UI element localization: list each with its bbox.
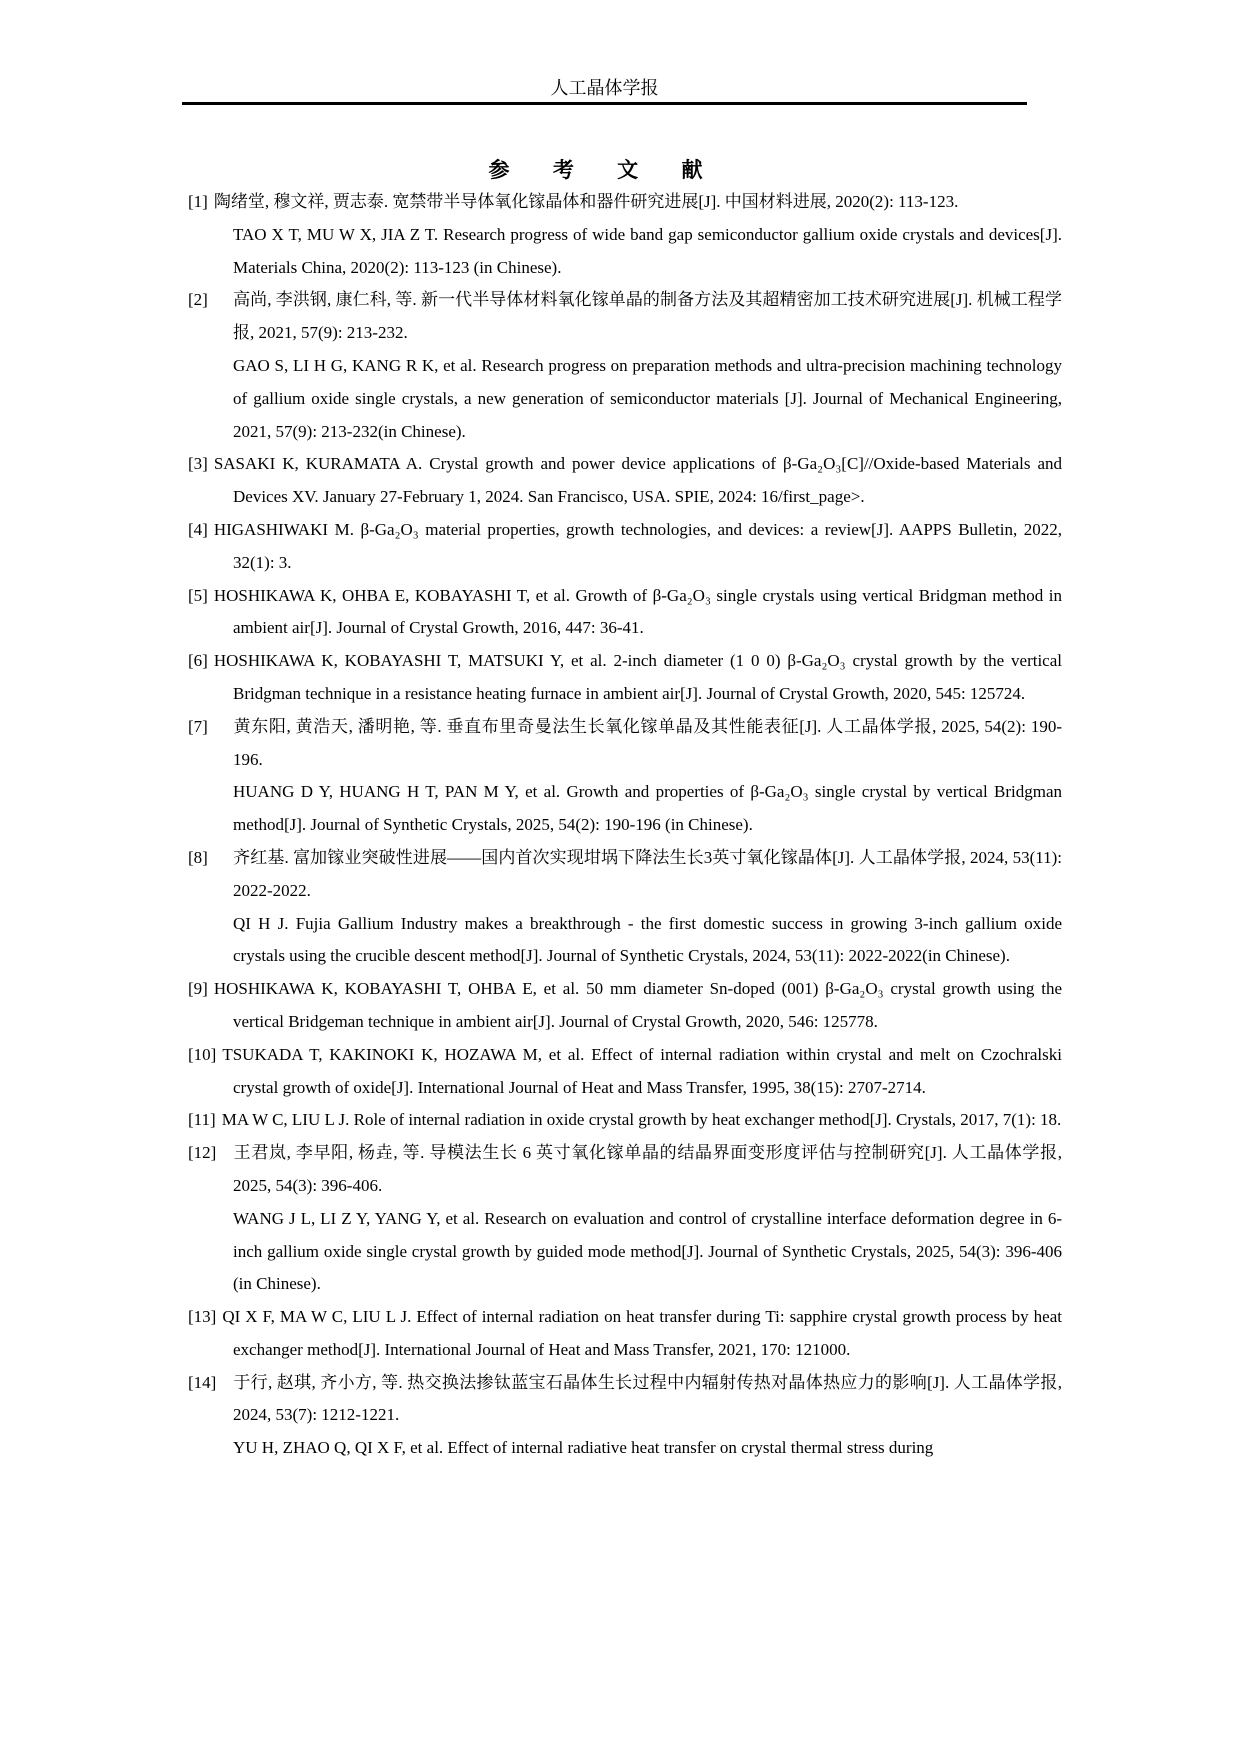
reference-number: [2] [188,290,208,310]
reference-item [188,973,1062,1039]
reference-body: TSUKADA T, KAKINOKI K, HOZAWA M, et al. Effect of internal radiation within crystal and melt on Czochralski crystal growth of oxide[J]. International Journal of Heat and Mass Transfer, 1995, 38(15): 2707-2714. [222,1044,1062,1097]
running-head: 人工晶体学报 [550,78,659,99]
reference-text [188,973,1062,1039]
reference-text [188,186,1062,219]
reference-text [188,645,1062,711]
reference-text [188,284,1062,350]
reference-translation [188,350,1062,448]
reference-number: [5] [188,585,208,605]
reference-body: HOSHIKAWA K, KOBAYASHI T, OHBA E, et al. 50 mm diameter Sn-doped (001) β-Ga₂O₃ crystal growth using the vertical Bridgeman technique in ambient air[J]. Journal of Crystal Growth, 2020, 546: 125778. [213,979,1062,1031]
reference-number: [10] [188,1044,217,1064]
reference-body: 陶绪堂, 穆文祥, 贾志泰. 宽禁带半导体氧化镓晶体和器件研究进展[J]. 中国材料进展, 2020(2): 113-123. [213,192,959,211]
reference-text [188,1301,1062,1367]
reference-item [188,514,1062,580]
reference-text [188,1137,1062,1203]
reference-body: HUANG D Y, HUANG H T, PAN M Y, et al. Growth and properties of β-Ga₂O₃ single crystal by vertical Bridgman method[J]. Journal of Synthetic Crystals, 2025, 54(2): 190-196 (in Chinese). [233,782,1062,835]
reference-body: SASAKI K, KURAMATA A. Crystal growth and power device applications of β-Ga₂O₃[C]//Oxide-based Materials and Devices XV. January 27-February 1, 2024. San Francisco, USA. SPIE, 2024: 16/first_page>. [213,454,1062,507]
reference-number: [3] [188,454,208,474]
reference-number: [13] [188,1307,217,1327]
reference-body: TAO X T, MU W X, JIA Z T. Research progress of wide band gap semiconductor gallium oxide crystals and devices[J]. Materials China, 2020(2): 113-123 (in Chinese). [233,224,1062,277]
reference-item [188,580,1062,646]
reference-translation [188,1432,1062,1465]
reference-body: GAO S, LI H G, KANG R K, et al. Research progress on preparation methods and ultra-precision machining technology of gallium oxide single crystals, a new generation of semiconductor materials [J]. Journal of Mechanical Engineering, 2021, 57(9): 213-232(in Chinese). [233,355,1062,441]
section-title: 参 考 文 献 [488,158,721,182]
reference-body: 王君岚, 李早阳, 杨垚, 等. 导模法生长 6 英寸氧化镓单晶的结晶界面变形度评估与控制研究[J]. 人工晶体学报, 2025, 54(3): 396-406. [233,1143,1062,1195]
reference-text [188,1104,1062,1137]
reference-translation [188,219,1062,285]
reference-text [188,514,1062,580]
reference-item [188,711,1062,842]
reference-body: 高尚, 李洪钢, 康仁科, 等. 新一代半导体材料氧化镓单晶的制备方法及其超精密加工技术研究进展[J]. 机械工程学报, 2021, 57(9): 213-232. [233,290,1062,343]
reference-number: [9] [188,979,208,999]
reference-body: 黄东阳, 黄浩天, 潘明艳, 等. 垂直布里奇曼法生长氧化镓单晶及其性能表征[J]. 人工晶体学报, 2025, 54(2): 190-196. [233,716,1062,769]
reference-translation [188,776,1062,842]
reference-number: [11] [188,1110,216,1130]
reference-item [188,645,1062,711]
reference-translation [188,1203,1062,1301]
reference-item [188,1039,1062,1105]
reference-text [188,1039,1062,1105]
reference-body: YU H, ZHAO Q, QI X F, et al. Effect of internal radiative heat transfer on crystal thermal stress during [233,1438,934,1458]
reference-list [188,186,1062,1465]
reference-item [188,448,1062,514]
reference-body: QI H J. Fujia Gallium Industry makes a breakthrough - the first domestic success in growing 3-inch gallium oxide crystals using the crucible descent method[J]. Journal of Synthetic Crystals, 2024, 53(11): 2022-2022(in Chinese). [233,913,1062,966]
reference-text [188,448,1062,514]
reference-text [188,842,1062,908]
reference-item [188,284,1062,448]
reference-item [188,1301,1062,1367]
reference-item [188,186,1062,284]
reference-body: WANG J L, LI Z Y, YANG Y, et al. Research on evaluation and control of crystalline interface deformation degree in 6-inch gallium oxide single crystal growth by guided mode method[J]. Journal of Synthetic Crystals, 2025, 54(3): 396-406 (in Chinese). [233,1208,1062,1294]
reference-text [188,1367,1062,1433]
reference-text [188,580,1062,646]
reference-number: [14] [188,1372,217,1392]
reference-item [188,842,1062,973]
reference-body: QI X F, MA W C, LIU L J. Effect of internal radiation on heat transfer during Ti: sapphire crystal growth process by heat exchanger method[J]. International Journal of Heat and Mass Transfer, 2021, 170: 121000. [222,1307,1062,1359]
header-rule [182,102,1027,105]
reference-item [188,1137,1062,1301]
reference-body: HOSHIKAWA K, KOBAYASHI T, MATSUKI Y, et al. 2-inch diameter (1 0 0) β-Ga₂O₃ crystal growth by the vertical Bridgman technique in a resistance heating furnace in ambient air[J]. Journal of Crystal Growth, 2020, 545: 125724. [213,651,1062,703]
reference-body: 于行, 赵琪, 齐小方, 等. 热交换法掺钛蓝宝石晶体生长过程中内辐射传热对晶体热应力的影响[J]. 人工晶体学报, 2024, 53(7): 1212-1221. [233,1372,1062,1425]
reference-body: 齐红基. 富加镓业突破性进展——国内首次实现坩埚下降法生长3英寸氧化镓晶体[J]. 人工晶体学报, 2024, 53(11): 2022-2022. [233,847,1062,900]
reference-number: [1] [188,192,208,211]
reference-body: MA W C, LIU L J. Role of internal radiation in oxide crystal growth by heat exchanger method[J]. Crystals, 2017, 7(1): 18. [221,1110,1062,1130]
reference-item [188,1104,1062,1137]
reference-number: [8] [188,847,208,867]
reference-body: HOSHIKAWA K, OHBA E, KOBAYASHI T, et al. Growth of β-Ga₂O₃ single crystals using vertical Bridgman method in ambient air[J]. Journal of Crystal Growth, 2016, 447: 36-41. [213,585,1062,638]
reference-item [188,1367,1062,1465]
reference-number: [6] [188,651,208,671]
reference-body: HIGASHIWAKI M. β-Ga₂O₃ material properties, growth technologies, and devices: a review[J]. AAPPS Bulletin, 2022, 32(1): 3. [213,519,1062,572]
reference-text [188,711,1062,777]
reference-number: [4] [188,519,208,539]
reference-translation [188,908,1062,974]
reference-number: [12] [188,1143,217,1163]
reference-number: [7] [188,716,208,736]
